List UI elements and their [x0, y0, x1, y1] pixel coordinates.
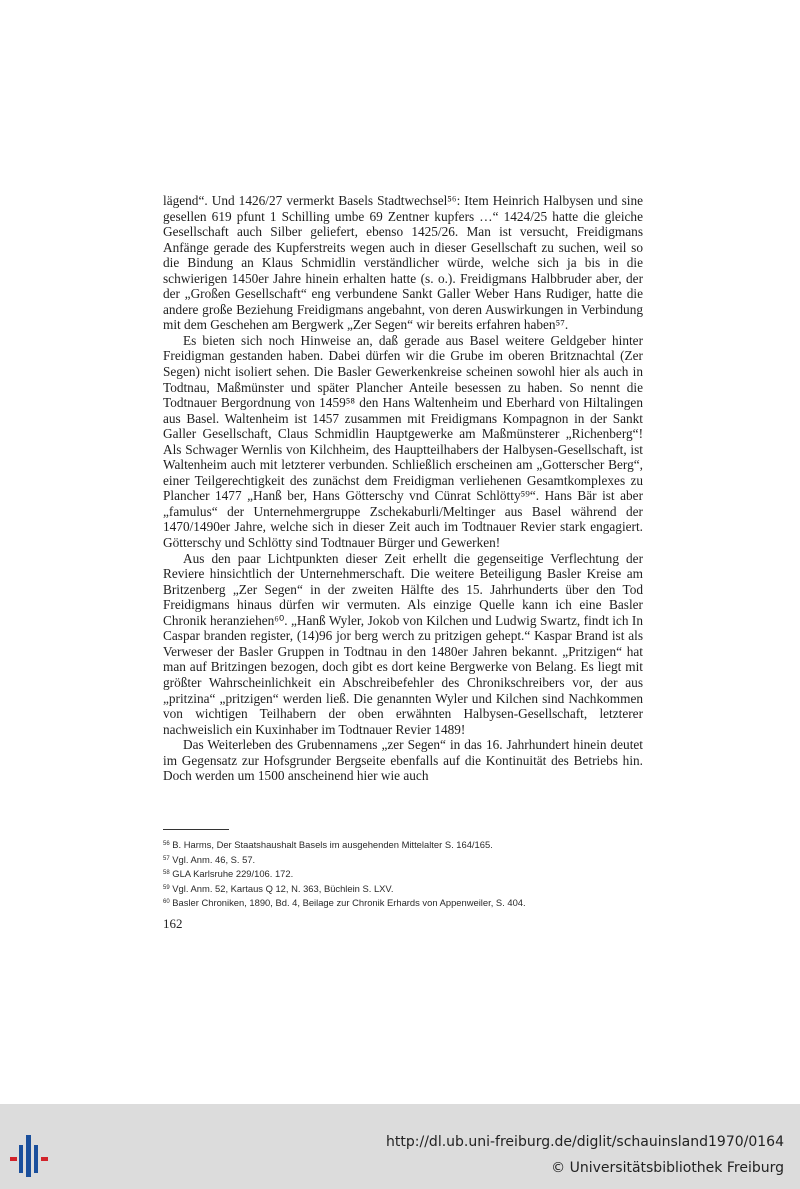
logo-red-left — [10, 1157, 17, 1161]
paragraph: Aus den paar Lichtpunkten dieser Zeit erhellt die gegenseitige Verflechtung der Reviere hinsichtlich der Unternehmerschaft. Die weitere Beteiligung Basler Kreise am Britzenberg „Zer Segen“ in der zweiten Hälfte des 15. Jahrhunderts über den Tod Freidigmans hinaus dürfen wir vermuten. Als einzige Quelle kann ich eine Basler Chronik heranziehen⁶⁰. „Hanß Wyler, Jokob von Kilchen und Ludwig Swartz, findt ich In Caspar branden register, (14)96 jor berg werch zu pritzigen gehept.“ Kaspar Brand ist als Verweser der Basler Gruppen in Todtnau in den 1480er Jahren bekannt. „Pritzigen“ hat man auf Britzingen bezogen, doch gibt es dort keine Bergwerke von Belang. Es liegt mit größter Wahrscheinlichkeit ein Abschreibefehler des Chronikschreibers vor, der aus „pritzina“ „pritzigen“ werden ließ. Die genannten Wyler und Kilchen sind Nachkommen von wichtigen Teilhabern der oben erwähnten Halbysen-Gesellschaft, letzterer nachweislich ein Kuxinhaber im Todtnauer Revier 1489! — [163, 550, 643, 737]
logo-red-right — [41, 1157, 48, 1161]
footnote-number: 58 — [163, 870, 170, 877]
footnote — [163, 896, 643, 911]
footer-url-link[interactable]: http://dl.ub.uni-freiburg.de/diglit/schauinsland1970/0164 — [386, 1134, 784, 1150]
footnote-divider — [163, 829, 229, 830]
footnote — [163, 838, 643, 853]
footnote — [163, 853, 643, 868]
ub-freiburg-logo-icon[interactable] — [10, 1135, 52, 1177]
footnote — [163, 867, 643, 882]
page-number: 162 — [163, 916, 183, 931]
footnotes — [163, 838, 643, 911]
paragraph: Das Weiterleben des Grubennamens „zer Segen“ in das 16. Jahrhundert hinein deutet im Gegensatz zur Hofsgrunder Bergseite ebenfalls auf die Kontinuität des Betriebs hin. Doch werden um 1500 anscheinend hier wie auch — [163, 737, 643, 784]
footnote-text: Basler Chroniken, 1890, Bd. 4, Beilage zur Chronik Erhards von Appenweiler, S. 404. — [172, 897, 526, 909]
logo-blue-bar — [19, 1145, 23, 1173]
footnote-number: 59 — [163, 884, 170, 891]
footnote-number: 57 — [163, 855, 170, 862]
footnote-text: Vgl. Anm. 46, S. 57. — [172, 853, 256, 865]
footnote-text: B. Harms, Der Staatshaushalt Basels im ausgehenden Mittelalter S. 164/165. — [172, 839, 493, 850]
footnote — [163, 882, 643, 897]
footnote-text: Vgl. Anm. 52, Kartaus Q 12, N. 363, Büchlein S. LXV. — [172, 882, 394, 894]
logo-blue-bar — [34, 1145, 38, 1173]
footnote-number: 56 — [163, 841, 170, 847]
footnote-text: GLA Karlsruhe 229/106. 172. — [172, 868, 294, 880]
body-text — [163, 193, 643, 784]
paragraph: Es bieten sich noch Hinweise an, daß gerade aus Basel weitere Geldgeber hinter Freidigman gestanden haben. Dabei dürfen wir die Grube im oberen Britznachtal (Zer Segen) nicht isoliert sehen. Die Basler Gewerkenkreise scheinen sowohl hier als auch in Todtnau, Maßmünster und später Plancher Anteile besessen zu haben. So nennt die Todtnauer Bergordnung von 1459⁵⁸ den Hans Waltenheim und Eberhard von Hiltalingen aus Basel. Waltenheim ist 1457 zusammen mit Freidigmans Kompagnon in der Sankt Galler Gesellschaft, Claus Schmidlin Hauptgewerke am Maßmünsterer „Richenberg“! Als Schwager Wernlis von Kilchheim, des Hauptteilhabers der Halbysen-Gesellschaft, ist Waltenheim auch mit letzterer verbunden. Schließlich erscheinen am „Gotterscher Berg“, einer Teilgerechtigkeit des zunächst dem Freidigman verliehenen Gesamtkomplexes zu Plancher 1477 „Hanß ber, Hans Götterschy vnd Cünrat Schlötty⁵⁹“. Hans Bär ist aber „famulus“ der Unternehmergruppe Zschekaburli/Meltinger aus Basel während der 1470/1490er Jahre, welche sich in dieser Zeit auch im Todtnauer Revier stark engagiert. Götterschy und Schlötty sind Todtnauer Bürger und Gewerken! — [163, 332, 643, 551]
paragraph: lägend“. Und 1426/27 vermerkt Basels Stadtwechsel⁵⁶: Item Heinrich Halbysen und sine gesellen 619 pfunt 1 Schilling umbe 69 Zentner kupfers …“ 1424/25 hatte die gleiche Gesellschaft auch Silber geliefert, ebenso 1425/26. Man ist versucht, Freidigmans Anfänge gerade des Kupferstreits wegen auch in dieser Gesellschaft zu suchen, weil so die Bindung an Klaus Schmidlin verständlicher würde, welche sich ja bis in die schwierigen 1450er Jahre hinein erhalten hatte (s. o.). Freidigmans Halbbruder aber, der der „Großen Gesellschaft“ eng verbundene Sankt Galler Weber Hans Rudiger, hatte die andere große Beziehung Freidigmans angebahnt, von deren Auswirkungen in Verbindung mit dem Geschehen am Bergwerk „Zer Segen“ wir bereits erfahren haben⁵⁷. — [163, 193, 643, 333]
footer-copyright: © Universitätsbibliothek Freiburg — [551, 1160, 784, 1176]
logo-blue-tall-bar — [26, 1135, 31, 1177]
footnote-number: 60 — [163, 899, 170, 906]
